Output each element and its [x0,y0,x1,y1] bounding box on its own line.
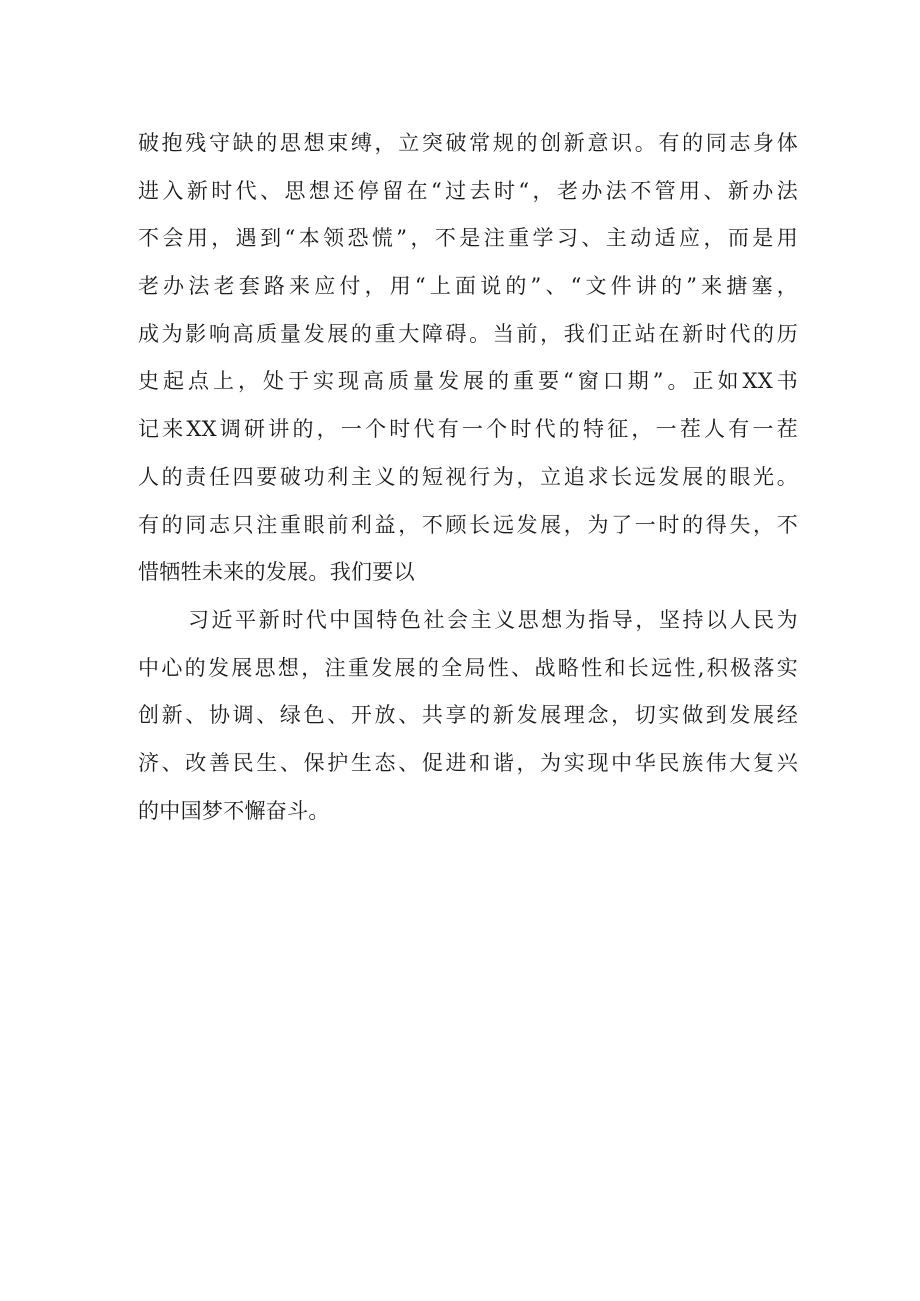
paragraph-1-line-2: 进入新时代、思想还停留在“过去时“，老办法不管用、新办法 [138,178,798,203]
paragraph-2-line-5: 的中国梦不懈奋斗。 [138,798,330,823]
paragraph-1-line-9: 有的同志只注重眼前利益，不顾长远发展，为了一时的得失，不 [138,512,798,537]
paragraph-1-line-5: 成为影响高质量发展的重大障碍。当前，我们正站在新时代的历 [138,321,798,346]
paragraph-1-line-1: 破抱残守缺的思想束缚，立突破常规的创新意识。有的同志身体 [138,131,798,155]
paragraph-2-line-4: 济、改善民生、保护生态、促进和谐，为实现中华民族伟大复兴 [138,751,798,776]
paragraph-2-line-1: 习近平新时代中国特色社会主义思想为指导，坚持以人民为 [188,608,798,632]
paragraph-2 [138,597,798,835]
paragraph-1-line-7: 记来XX调研讲的，一个时代有一个时代的特征，一茬人有一茬 [138,417,798,442]
paragraph-1-line-3: 不会用，遇到“本领恐慌”，不是注重学习、主动适应，而是用 [138,226,798,251]
paragraph-1-line-8: 人的责任四要破功利主义的短视行为，立追求长远发展的眼光。 [138,464,798,489]
paragraph-1-line-6: 史起点上，处于实现高质量发展的重要“窗口期”。正如XX书 [138,369,798,394]
paragraph-2-line-2: 中心的发展思想，注重发展的全局性、战略性和长远性,积极落实 [138,655,798,680]
paragraph-1 [138,120,798,597]
paragraph-2-line-3: 创新、协调、绿色、开放、共享的新发展理念，切实做到发展经 [138,703,798,728]
paragraph-1-line-10: 惜牺牲未来的发展。我们要以 [138,560,415,585]
paragraph-1-line-4: 老办法老套路来应付，用“上面说的”、“文件讲的”来搪塞， [138,274,798,299]
